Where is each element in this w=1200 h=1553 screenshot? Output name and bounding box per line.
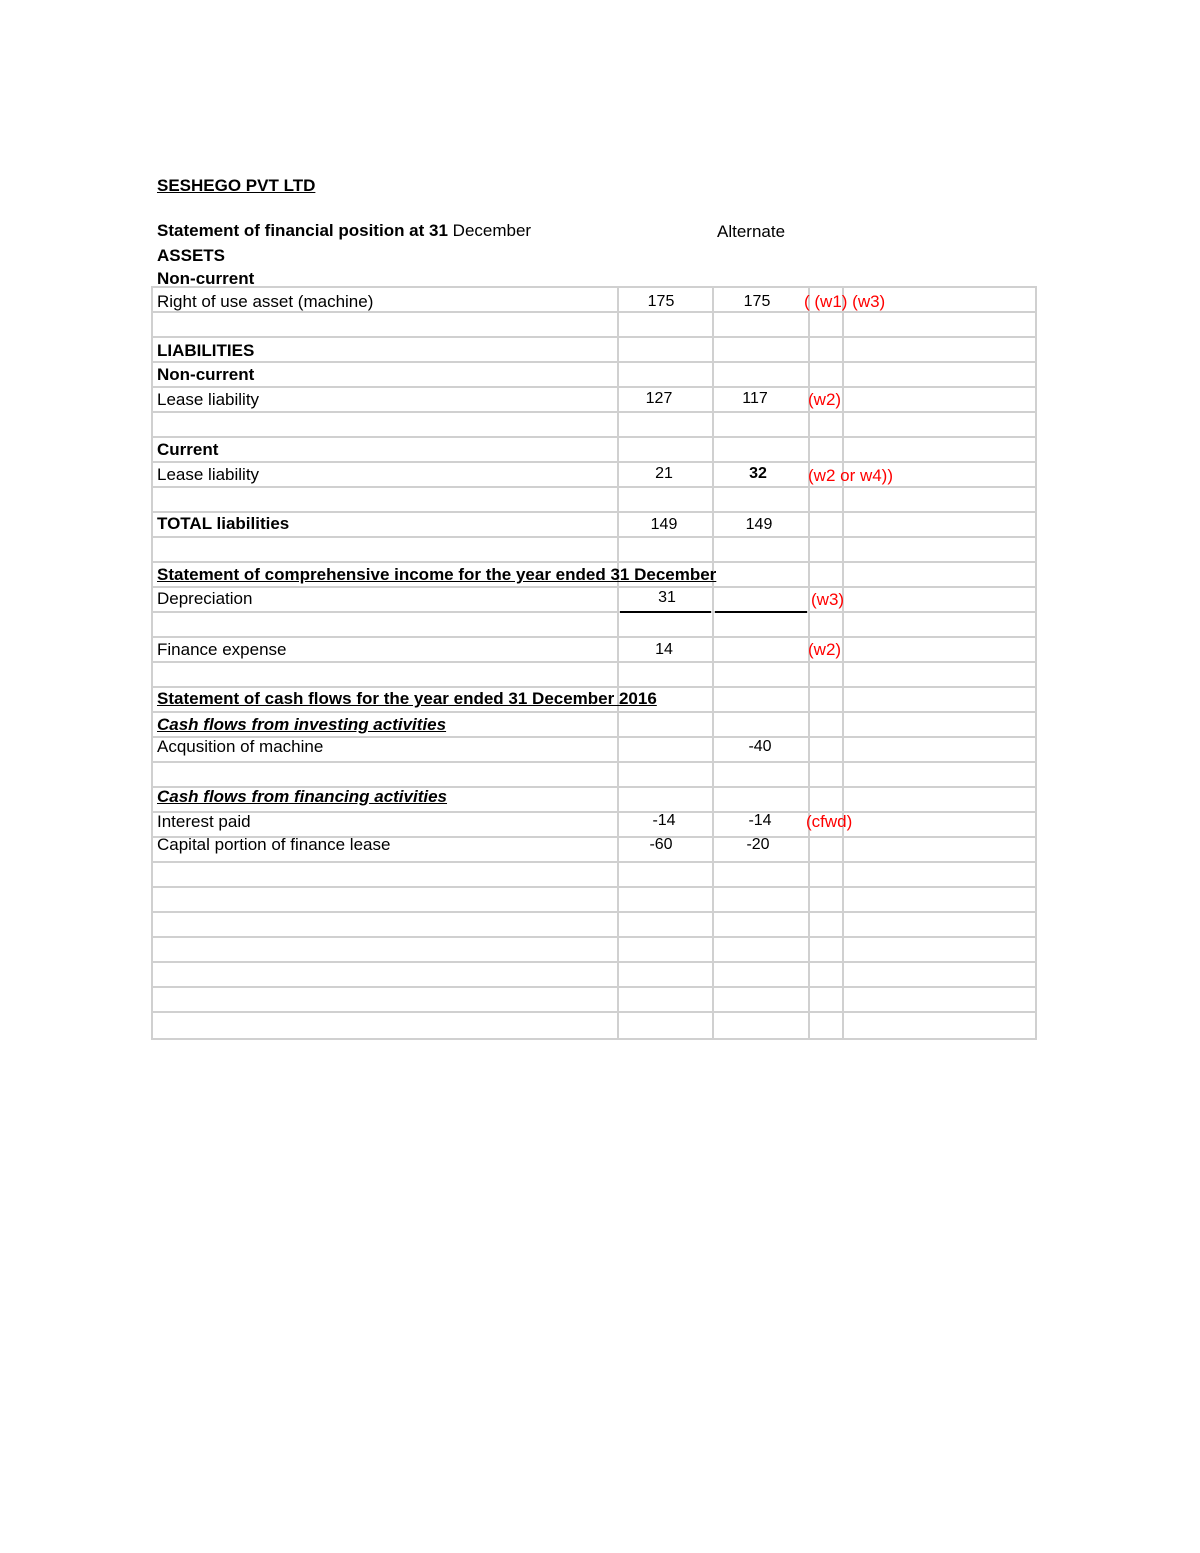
- row-value-lease-liability-nc-2: 117: [742, 390, 768, 407]
- row-value-interest-paid-1: -14: [652, 812, 676, 829]
- alternate-label: Alternate: [717, 222, 786, 241]
- row-value-right-of-use-2: 175: [743, 293, 771, 310]
- row-label-right-of-use: Right of use asset (machine): [157, 292, 374, 311]
- row-label-investing: Cash flows from investing activities: [157, 715, 447, 734]
- row-note-finance-expense: (w2): [808, 640, 842, 659]
- row-label-financing: Cash flows from financing activities: [157, 787, 448, 806]
- row-note-lease-liability-c: (w2 or w4)): [808, 466, 894, 485]
- assets-noncurrent: Non-current: [157, 269, 255, 288]
- row-label-scf-title: Statement of cash flows for the year ended 31 December 2016: [157, 689, 657, 708]
- row-note-depreciation: (w3): [811, 590, 845, 609]
- row-label-capital-portion: Capital portion of finance lease: [157, 835, 391, 854]
- row-label-current: Current: [157, 440, 219, 459]
- row-label-total-liabilities: TOTAL liabilities: [157, 514, 290, 533]
- row-value-right-of-use-1: 175: [647, 293, 675, 310]
- sfp-title-bold: Statement of financial position at 31: [157, 221, 448, 240]
- row-value-total-liabilities-1: 149: [650, 516, 678, 533]
- row-value-total-liabilities-2: 149: [745, 516, 773, 533]
- row-value-lease-liability-c-2: 32: [749, 465, 767, 482]
- row-label-depreciation: Depreciation: [157, 589, 253, 608]
- row-label-lease-liability-nc: Lease liability: [157, 390, 260, 409]
- row-value-depreciation-1: 31: [658, 589, 676, 606]
- assets-heading: ASSETS: [157, 246, 226, 265]
- row-value-finance-expense-1: 14: [655, 641, 673, 658]
- row-note-right-of-use: ( (w1) (w3): [804, 292, 886, 311]
- row-note-interest-paid: (cfwd): [806, 812, 853, 831]
- row-note-lease-liability-nc: (w2): [808, 390, 842, 409]
- row-label-liab-noncurrent: Non-current: [157, 365, 255, 384]
- sfp-title-rest: December: [452, 221, 532, 240]
- row-value-capital-portion-2: -20: [746, 836, 770, 853]
- row-value-capital-portion-1: -60: [649, 836, 673, 853]
- row-label-sci-title: Statement of comprehensive income for the year ended 31 December: [157, 565, 717, 584]
- row-label-interest-paid: Interest paid: [157, 812, 251, 831]
- row-label-acquisition: Acqusition of machine: [157, 737, 324, 756]
- row-value-acquisition-2: -40: [748, 738, 772, 755]
- row-label-lease-liability-c: Lease liability: [157, 465, 260, 484]
- row-value-interest-paid-2: -14: [748, 812, 772, 829]
- row-value-lease-liability-nc-1: 127: [645, 390, 673, 407]
- row-label-liabilities: LIABILITIES: [157, 341, 255, 360]
- company-name: SESHEGO PVT LTD: [157, 176, 316, 195]
- row-value-lease-liability-c-1: 21: [655, 465, 673, 482]
- row-label-finance-expense: Finance expense: [157, 640, 287, 659]
